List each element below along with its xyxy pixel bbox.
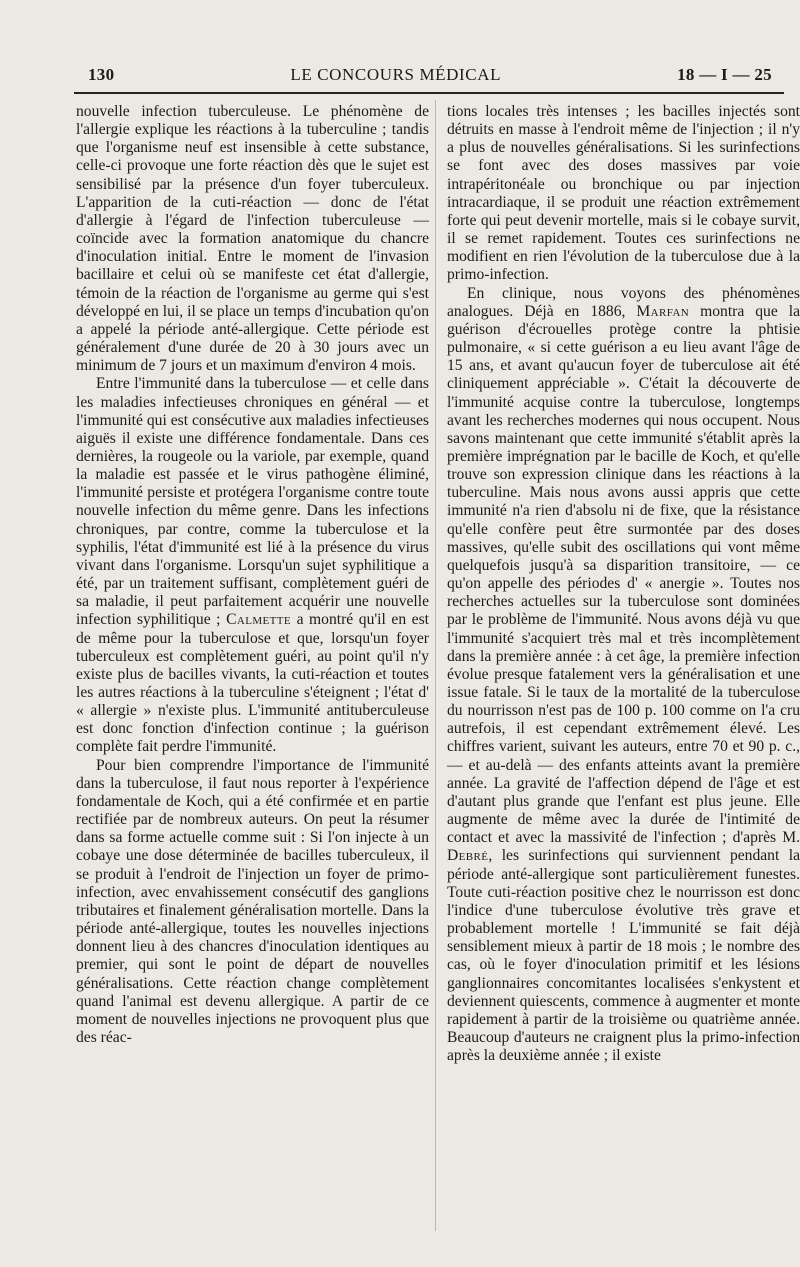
paragraph [76, 375, 429, 756]
paragraph: Pour bien comprendre l'importance de l'immunité dans la tuberculose, il faut nous reporter à l'expérience fondamentale de Koch, qui a été confirmée et en partie rectifiée par de nombreux auteurs. On peut la résumer dans sa forme actuelle comme suit : Si l'on injecte à un cobaye une dose déterminée de bacilles tuberculeux, il se produit à l'endroit de l'injection un foyer de primo-infection, avec envahissement consécutif des ganglions tributaires et finalement généralisation mortelle. Dans la période anté-allergique, toutes les nouvelles injections donnent lieu à des chancres d'inoculation identiques au premier, qui sont le point de départ de nouvelles généralisations. Cette réaction change complètement quand l'animal est devenu allergique. A partir de ce moment de nouvelles injections ne provoquent plus que des réac- [76, 756, 429, 1046]
paragraph: tions locales très intenses ; les bacilles injectés sont détruits en masse à l'endroit même de l'injection ; il n'y a plus de nouvelles généralisations. Si les surinfections se font avec des doses massives par voie intrapéritonéale ou bronchique ou par injection intracardiaque, il se produit une réaction extrêmement forte qui peut devenir mortelle, mais si le cobaye survit, il se remet rapidement. Toutes ces surinfections ne modifient en rien l'évolution de la tuberculose due à la primo-infection. [447, 103, 800, 284]
column-divider [435, 100, 436, 1231]
paragraph-text: a montré qu'il en est de même pour la tuberculose et que, lorsqu'un foyer tuberculeux est complètement guéri, au point qu'il n'y existe plus de bacilles vivants, la cuti-réaction et toutes les autres réactions à la tuberculine s'éteignent ; l'état d' « allergie » n'existe plus. L'immunité antituberculeuse est donc fonction d'infection continue ; la guérison complète fait perdre l'immunité. [76, 611, 429, 756]
paragraph-text: , les surinfections qui surviennent pendant la période anté-allergique sont particulièrement funestes. Toute cuti-réaction positive chez le nourrisson est donc l'indice d'une tuberculose évolutive très grave et probablement mortelle ! L'immunité se fait déjà sensiblement mieux à partir de 18 mois ; le nombre des cas, où le foyer d'inoculation primitif et les lésions ganglionnaires concomitantes localisées s'enkystent et deviennent quiescents, commence à augmenter et monte rapidement à partir de la troisième ou quatrième année. Beaucoup d'auteurs ne craignent plus la primo-infection après la deuxième année ; il existe [447, 847, 800, 1065]
author-name: Marfan [636, 302, 690, 320]
paragraph-text: Entre l'immunité dans la tuberculose — et celle dans les maladies infectieuses chroniques en général — et l'immunité qui est consécutive aux maladies infectieuses aiguës il existe une différence fondamentale. Dans ces dernières, la rougeole ou la variole, par exemple, quand la maladie est passée et le virus pathogène éliminé, l'immunité persiste et protégera l'organisme contre toute nouvelle infection du même genre. Dans les infections chroniques, par contre, comme la tuberculose et la syphilis, l'état d'immunité est lié à la présence du virus vivant dans l'organisme. Lorsqu'un sujet syphilitique a été, par un traitement suffisant, complètement guéri de sa maladie, il peut parfaitement acquérir une nouvelle infection syphilitique ; [76, 375, 429, 629]
paragraph-text: montra que la guérison d'écrouelles protège contre la phtisie pulmonaire, « si cette guérison a eu lieu avant l'âge de 15 ans, et avant qu'aucun foyer de tuberculose ait été cliniquement appréciable ». C'était la découverte de l'immunité acquise contre la tuberculose, longtemps avant les recherches modernes qui nous occupent. Nous savons maintenant que cette immunité s'établit après la première imprégnation par le bacille de Koch, et qu'elle trouve son expression clinique dans les réactions à la tuberculine. Mais nous avons aussi appris que cette immunité n'a rien d'absolu ni de fixe, que la résistance qu'elle confère peut être surmontée par des doses massives, qu'elle subit des oscillations qui vont même quelquefois jusqu'à sa disparition transitoire, — ce qu'on appelle des périodes d' « anergie ». Toutes nos recherches actuelles sur la tuberculose sont dominées par le problème de l'immunité. Nous avons déjà vu que l'immunité s'acquiert très mal et très incomplètement dans la première année : à cet âge, la première infection évolue presque fatalement vers la généralisation et une issue fatale. Si le taux de la mortalité de la tuberculose du nourrisson n'est pas de 100 p. 100 comme on l'a cru autrefois, il est cependant extrêmement élevé. Les chiffres varient, suivant les auteurs, entre 70 et 90 p. c., — et au-delà — des enfants atteints avant la première année. La gravité de l'affection dépend de l'âge et est d'autant plus grande que l'enfant est plus jeune. Elle augmente de même avec la durée de l'intimité de contact et avec la massivité de l'infection ; d'après M. [447, 302, 800, 847]
paragraph-text: En clinique, nous voyons des phénomènes analogues. Déjà en 1886, [447, 284, 800, 320]
page-number: 130 [88, 65, 115, 84]
journal-title: LE CONCOURS MÉDICAL [290, 65, 502, 84]
author-name: Calmette [226, 611, 291, 629]
paragraph: nouvelle infection tuberculeuse. Le phénomène de l'allergie explique les réactions à la tuberculine ; tandis que l'organisme neuf est insensible à cette substance, celle-ci provoque une forte réaction dès que le sujet est sensibilisé par la présence d'un foyer tuberculeux. L'apparition de la cuti-réaction — donc de l'état d'allergie à l'égard de l'infection tuberculeuse — coïncide avec la formation anatomique du chancre d'inoculation initial. Entre le moment de l'invasion bacillaire et celui où se manifeste cet état d'allergie, témoin de la réaction de l'organisme au germe qui s'est développé en lui, il se place un temps d'incubation qu'on a appelé la période anté-allergique. Cette période est généralement d'une durée de 20 à 30 jours avec un minimum de 7 jours et un maximum d'environ 4 mois. [76, 103, 429, 375]
header-rule [74, 92, 784, 94]
author-name: Debré [447, 847, 489, 865]
right-column [447, 103, 800, 1065]
issue-date: 18 — I — 25 [677, 65, 772, 84]
paragraph [447, 285, 800, 1066]
left-column [76, 103, 429, 1047]
page-header [88, 60, 772, 90]
